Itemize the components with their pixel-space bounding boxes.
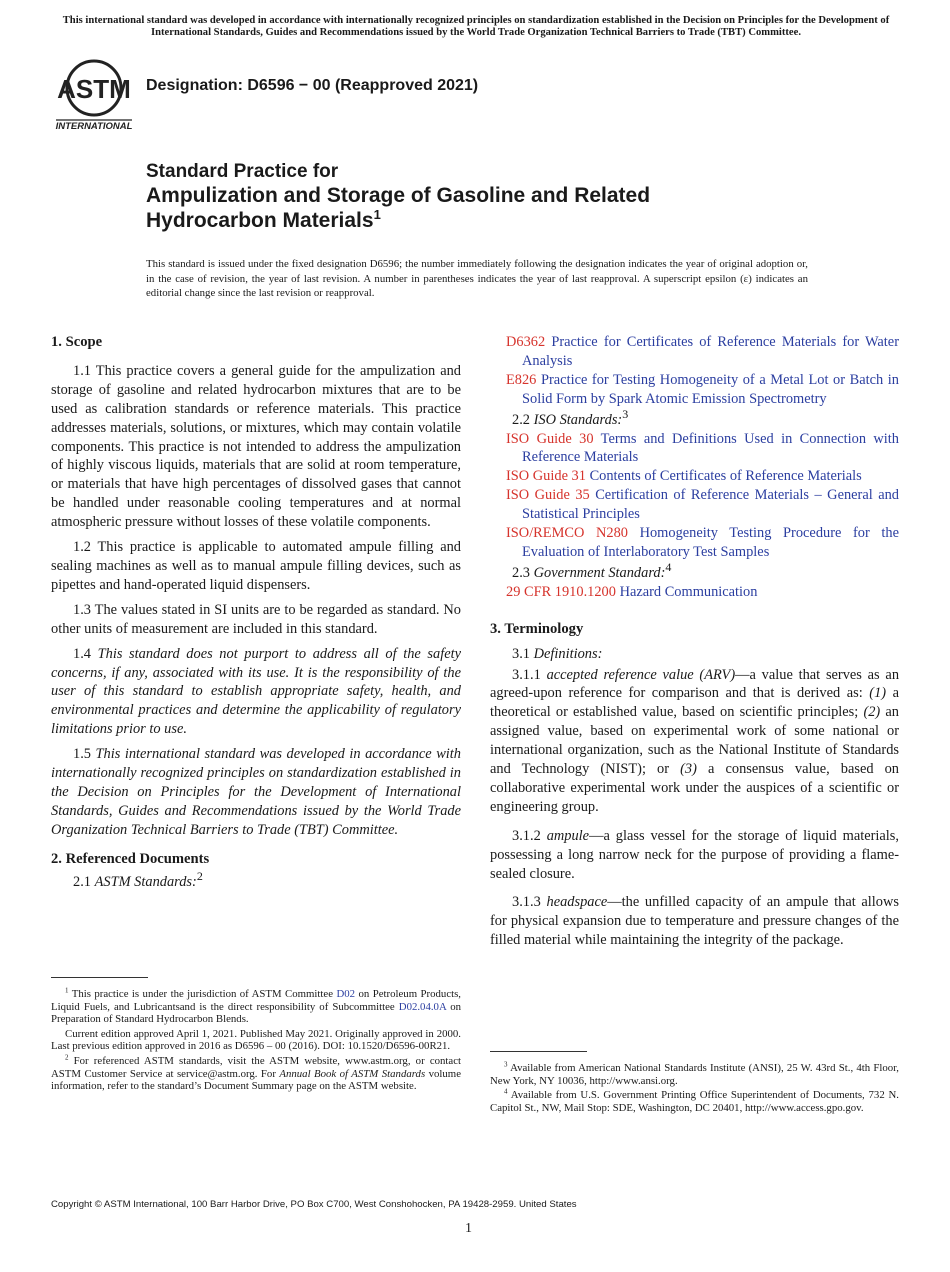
section-1-4-text: This standard does not purport to address all of the safety concerns, if any, associated with its use. It is the responsibility of the user of this standard to establish appropriate safety, health, and environmental practices and determine the applicability of regulatory limitations prior to use. bbox=[51, 645, 461, 738]
ref-item[interactable] bbox=[506, 583, 899, 602]
section-1-4 bbox=[51, 645, 461, 740]
footnote-3-num: 3 bbox=[504, 1060, 508, 1069]
footnote-3-text: Available from American National Standards Institute (ANSI), 25 W. 43rd St., 4th Floor, New York, NY 10036, http://www.ansi.org. bbox=[490, 1062, 899, 1087]
ref-item[interactable] bbox=[506, 467, 899, 486]
footnote-1-text-c: on Preparation of Standard Hydrocarbon Blends. bbox=[51, 1000, 461, 1026]
section-2-1-sup: 2 bbox=[196, 868, 203, 883]
designation: Designation: D6596 − 00 (Reapproved 2021) bbox=[146, 77, 479, 94]
section-2-2 bbox=[490, 406, 899, 430]
ref-designation[interactable]: D6362 bbox=[506, 334, 546, 350]
title-line-3 bbox=[146, 208, 846, 233]
ref-title[interactable]: Practice for Testing Homogeneity of a Metal Lot or Batch in Solid Form by Spark Atomic Emission Spectrometry bbox=[522, 371, 899, 407]
gov-refs-list bbox=[490, 583, 899, 602]
section-2-2-sup: 3 bbox=[622, 406, 629, 421]
ref-item[interactable] bbox=[506, 524, 899, 562]
copyright: Copyright © ASTM International, 100 Barr Harbor Drive, PO Box C700, West Conshohocken, PA 19428-2959. United States bbox=[51, 1199, 577, 1210]
section-2-3 bbox=[490, 560, 899, 583]
footnote-4 bbox=[490, 1089, 899, 1114]
section-3-1-2 bbox=[490, 827, 899, 884]
title-line-2: Ampulization and Storage of Gasoline and Related bbox=[146, 184, 651, 207]
footnote-1-num: 1 bbox=[65, 986, 69, 995]
page-number: 1 bbox=[465, 1221, 472, 1236]
footnote-4-text: Available from U.S. Government Printing Office Superintendent of Documents, 732 N. Capitol St., NW, Mail Stop: SDE, Washington, DC 20401, http://www.access.gpo.gov. bbox=[490, 1089, 899, 1114]
footnote-1-edition: Current edition approved April 1, 2021. Published May 2021. Originally approved in 2000. Last previous edition approved in 2016 as D6596 – 00 (2016). DOI: 10.1520/D6596-00R21. bbox=[51, 1027, 461, 1053]
section-3-1-1-text-d: a consensus value, based on collaborative experimental work under the auspices of a scientific or engineering group. bbox=[490, 761, 899, 815]
ref-item[interactable] bbox=[506, 333, 899, 371]
standards-notice: This international standard was developed in accordance with internationally recognized principles on standardization established in the Decision on Principles for the Development of International Standards, Guides and Recommendations issued by the World Trade Organization Technical Barriers to Trade (TBT) Committee. bbox=[62, 15, 890, 38]
ref-designation[interactable]: ISO/REMCO N280 bbox=[506, 525, 628, 542]
section-1-4-num: 1.4 bbox=[73, 645, 91, 662]
ref-title[interactable]: Terms and Definitions Used in Connection with Reference Materials bbox=[522, 430, 899, 466]
footnote-2-text-a: For referenced ASTM standards, visit the ASTM website, www.astm.org, or contact ASTM Customer Service at service@astm.org. For bbox=[51, 1054, 461, 1080]
footnote-2-text-b: volume information, refer to the standard’s Document Summary page on the ASTM website. bbox=[51, 1067, 461, 1093]
ref-title[interactable]: Contents of Certificates of Reference Materials bbox=[589, 468, 862, 485]
section-1-5-text: This international standard was developed in accordance with internationally recognized principles on standardization established in the Decision on Principles for the Development of International Standards, Guides and Recommendations issued by the World Trade Organization Technical Barriers to Trade (TBT) Committee. bbox=[51, 746, 461, 838]
section-1-1: 1.1 This practice covers a general guide for the ampulization and storage of gasoline and related hydrocarbon mixtures that are to be used as calibration standards or reference materials. This practice addresses materials, solutions, or mixtures, which may contain volatile components. This practice is not intended to address the ampulization of highly viscous liquids, materials that are solid at room temperature, or materials that have high percentages of dissolved gases that cannot be handled under reasonable cooling temperatures and at normal atmospheric pressure without losses of these volatile components. bbox=[51, 362, 461, 531]
document-title bbox=[146, 161, 846, 233]
section-3-1-3-num: 3.1.3 bbox=[512, 894, 541, 911]
ref-title[interactable]: Homogeneity Testing Procedure for the Evaluation of Interlaboratory Test Samples bbox=[522, 525, 899, 560]
term-headspace: headspace bbox=[546, 894, 608, 911]
left-footnotes bbox=[51, 988, 461, 1095]
footnote-rule-right bbox=[490, 1051, 587, 1052]
section-2-1-num: 2.1 bbox=[73, 873, 91, 890]
footnote-rule-left bbox=[51, 977, 148, 978]
title-line-1: Standard Practice for bbox=[146, 161, 339, 182]
section-3-1-1-num: 3.1.1 bbox=[512, 666, 541, 683]
ref-designation[interactable]: 29 CFR 1910.1200 bbox=[506, 583, 616, 600]
ref-designation[interactable]: ISO Guide 31 bbox=[506, 468, 586, 485]
ref-title[interactable]: Hazard Communication bbox=[619, 583, 758, 600]
section-3-1-3-text: —the unfilled capacity of an ampule that allows for physical expansion due to temperature and pressure changes of the filled material while maintaining the integrity of the package. bbox=[490, 894, 899, 949]
scope-heading: 1. Scope bbox=[51, 334, 103, 350]
ref-item[interactable] bbox=[506, 486, 899, 524]
section-1-3: 1.3 The values stated in SI units are to be regarded as standard. No other units of measurement are included in this standard. bbox=[51, 601, 461, 637]
terminology-heading: 3. Terminology bbox=[490, 620, 584, 637]
term-arv: accepted reference value (ARV) bbox=[546, 666, 736, 683]
iso-refs-list bbox=[490, 430, 899, 562]
section-3-1-3 bbox=[490, 893, 899, 950]
refdocs-heading: 2. Referenced Documents bbox=[51, 850, 210, 867]
footnote-2-num: 2 bbox=[65, 1053, 69, 1062]
logo-letters: ASTM bbox=[57, 74, 131, 104]
section-1-2: 1.2 This practice is applicable to automated ampule filling and sealing machines as well as to manual ampule filling devices, such as pipettes and hand-operated liquid dispensers. bbox=[51, 539, 461, 593]
section-2-2-num: 2.2 bbox=[512, 411, 530, 428]
term-ampule: ampule bbox=[546, 827, 590, 844]
ref-item[interactable] bbox=[506, 371, 899, 409]
footnote-2 bbox=[51, 1055, 461, 1093]
section-2-3-text: Government Standard: bbox=[533, 564, 666, 581]
section-2-3-num: 2.3 bbox=[512, 564, 530, 581]
section-3-1-1 bbox=[490, 666, 899, 817]
section-2-2-text: ISO Standards: bbox=[533, 411, 623, 428]
committee-d02-link[interactable]: D02 bbox=[336, 988, 356, 1000]
section-3-1-1-text-c: an assigned value, based on experimental work of some national or international organization, such as the National Institute of Standards and Technology (NIST); or bbox=[490, 704, 899, 778]
right-column bbox=[490, 333, 899, 956]
issued-note: This standard is issued under the fixed designation D6596; the number immediately following the designation indicates the year of original adoption or, in the case of revision, the year of last revision. A number in parentheses indicates the year of last reapproval. A superscript epsilon (ε) indicates an editorial change since the last revision or reapproval. bbox=[146, 258, 808, 299]
section-1-5 bbox=[51, 745, 461, 840]
section-1-5-num: 1.5 bbox=[73, 746, 91, 763]
section-3-1-1-n1: (1) bbox=[869, 685, 887, 702]
ref-title[interactable]: Certification of Reference Materials – General and Statistical Principles bbox=[522, 487, 899, 523]
logo-international: INTERNATIONAL bbox=[55, 121, 133, 132]
section-3-1-2-text: —a glass vessel for the storage of liquid materials, possessing a long narrow neck for the purpose of providing a flame-sealed closure. bbox=[490, 827, 899, 882]
footnote-2-italic: Annual Book of ASTM Standards bbox=[279, 1067, 426, 1080]
section-3-1 bbox=[490, 645, 899, 664]
title-line-3-text: Hydrocarbon Materials bbox=[146, 209, 374, 232]
footnote-1-text-b: on Petroleum Products, Liquid Fuels, and Lubricantsand is the direct responsibility of Subcommittee bbox=[51, 988, 462, 1013]
footnote-3 bbox=[490, 1062, 899, 1087]
ref-designation[interactable]: ISO Guide 35 bbox=[506, 487, 590, 504]
footnote-4-num: 4 bbox=[504, 1087, 508, 1096]
ref-designation[interactable]: ISO Guide 30 bbox=[506, 430, 594, 447]
section-3-1-1-text-b: a theoretical or established value, based on scientific principles; bbox=[490, 685, 899, 721]
left-column bbox=[51, 333, 461, 897]
section-2-3-sup: 4 bbox=[665, 560, 672, 575]
section-3-1-1-text-a: —a value that serves as an agreed-upon reference for comparison and that is derived as: bbox=[490, 666, 900, 702]
ref-item[interactable] bbox=[506, 430, 899, 468]
astm-logo bbox=[54, 56, 134, 132]
section-3-1-num: 3.1 bbox=[512, 645, 530, 662]
footnote-1-text-a: This practice is under the jurisdiction of ASTM Committee bbox=[71, 988, 334, 1000]
astm-refs-list bbox=[490, 333, 899, 409]
right-footnotes bbox=[490, 1062, 899, 1116]
section-3-1-1-n2: (2) bbox=[863, 704, 881, 721]
title-footnote-mark: 1 bbox=[373, 207, 381, 222]
section-3-1-2-num: 3.1.2 bbox=[512, 827, 541, 844]
ref-title[interactable]: Practice for Certificates of Reference Materials for Water Analysis bbox=[522, 334, 899, 369]
subcommittee-link[interactable]: D02.04.0A bbox=[398, 1000, 447, 1013]
footnote-1 bbox=[51, 988, 461, 1026]
section-2-1-text: ASTM Standards: bbox=[94, 873, 197, 890]
ref-designation[interactable]: E826 bbox=[506, 371, 537, 388]
section-3-1-text: Definitions: bbox=[533, 645, 603, 662]
section-2-1 bbox=[51, 868, 461, 892]
section-3-1-1-n3: (3) bbox=[680, 761, 697, 778]
